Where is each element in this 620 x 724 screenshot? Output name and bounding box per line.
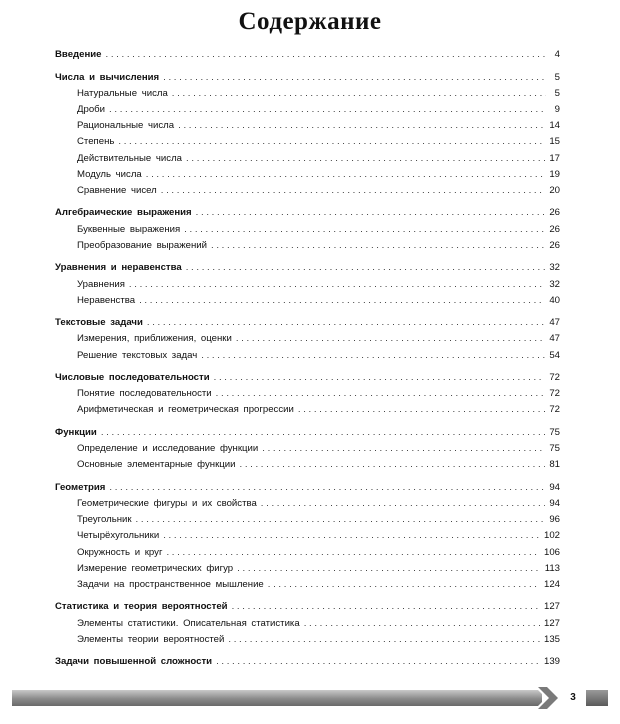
dot-leader (211, 240, 545, 252)
toc-page-number: 94 (549, 481, 560, 493)
toc-page-number: 26 (549, 239, 560, 251)
toc-entry[interactable] (55, 236, 560, 252)
toc-page-number: 32 (549, 262, 560, 274)
toc-label: Задачи на пространственное мышление (77, 578, 264, 590)
toc-entry[interactable] (55, 345, 560, 361)
toc-label: Числа и вычисления (55, 71, 160, 83)
toc-label: Арифметическая и геометрическая прогрессии (77, 404, 294, 416)
toc-entry[interactable] (55, 559, 560, 575)
toc-page-number: 124 (543, 578, 560, 590)
dot-leader (118, 136, 545, 148)
toc-page-number: 72 (549, 388, 560, 400)
toc-label: Решение текстовых задач (77, 349, 198, 361)
toc-section[interactable] (55, 45, 560, 61)
toc-label: Неравенства (77, 294, 136, 306)
toc-entry[interactable] (55, 510, 560, 526)
toc-section[interactable] (55, 368, 560, 384)
toc-entry[interactable] (55, 181, 560, 197)
toc-page-number: 102 (543, 530, 560, 542)
dot-leader (239, 459, 545, 471)
dot-leader (172, 88, 546, 100)
dot-leader (237, 563, 541, 575)
toc-label: Уравнения и неравенства (55, 262, 182, 274)
toc-page-number: 5 (554, 71, 560, 83)
toc-label: Понятие последовательности (77, 388, 212, 400)
toc-label: Буквенные выражения (77, 223, 181, 235)
footer-bar (12, 690, 542, 706)
toc-label: Модуль числа (77, 168, 142, 180)
toc-label: Уравнения (77, 278, 125, 290)
dot-leader (216, 388, 546, 400)
toc-section[interactable] (55, 313, 560, 329)
toc-entry[interactable] (55, 575, 560, 591)
chevron-right-icon (534, 686, 562, 710)
dot-leader (163, 530, 540, 542)
toc-label: Рациональные числа (77, 120, 175, 132)
toc-page-number: 127 (543, 617, 560, 629)
toc-page-number: 4 (554, 49, 560, 61)
toc-entry[interactable] (55, 542, 560, 558)
toc-page-number: 94 (549, 497, 560, 509)
toc-page-number: 19 (549, 168, 560, 180)
dot-leader (101, 427, 546, 439)
toc-label: Основные элементарные функции (77, 459, 236, 471)
toc-label: Измерение геометрических фигур (77, 562, 234, 574)
toc-page-number: 75 (549, 443, 560, 455)
toc-label: Статистика и теория вероятностей (55, 601, 228, 613)
page-number: 3 (560, 690, 586, 706)
toc-page-number: 135 (543, 633, 560, 645)
dot-leader (196, 207, 546, 219)
toc-label: Введение (55, 49, 102, 61)
toc-label: Задачи повышенной сложности (55, 656, 213, 668)
toc-page-number: 9 (554, 104, 560, 116)
toc-section[interactable] (55, 423, 560, 439)
toc-page-number: 40 (549, 294, 560, 306)
dot-leader (304, 618, 540, 630)
toc-entry[interactable] (55, 630, 560, 646)
toc-section[interactable] (55, 258, 560, 274)
dot-leader (161, 185, 546, 197)
toc-section[interactable] (55, 67, 560, 83)
toc-entry[interactable] (55, 100, 560, 116)
toc-page-number: 26 (549, 207, 560, 219)
toc-section[interactable] (55, 597, 560, 613)
toc-label: Геометрия (55, 481, 106, 493)
toc-entry[interactable] (55, 291, 560, 307)
dot-leader (186, 153, 545, 165)
toc-page-number: 26 (549, 223, 560, 235)
toc-page-number: 20 (549, 184, 560, 196)
dot-leader (106, 49, 547, 61)
dot-leader (268, 579, 540, 591)
toc-label: Определение и исследование функции (77, 443, 259, 455)
toc-section[interactable] (55, 203, 560, 219)
dot-leader (201, 350, 545, 362)
dot-leader (163, 72, 546, 84)
page-footer (12, 686, 608, 710)
toc-page-number: 139 (543, 656, 560, 668)
dot-leader (236, 333, 545, 345)
toc-label: Числовые последовательности (55, 372, 210, 384)
toc-page-number: 15 (549, 136, 560, 148)
dot-leader (262, 443, 545, 455)
toc-label: Степень (77, 136, 115, 148)
dot-leader (232, 601, 540, 613)
toc-entry[interactable] (55, 165, 560, 181)
toc-page-number: 47 (549, 317, 560, 329)
toc-page-number: 5 (554, 87, 560, 99)
toc-label: Окружность и круг (77, 546, 163, 558)
dot-leader (178, 120, 545, 132)
toc-label: Четырёхугольники (77, 530, 160, 542)
toc-page-number: 17 (549, 152, 560, 164)
toc-section[interactable] (55, 652, 560, 668)
toc-label: Сравнение чисел (77, 184, 157, 196)
toc-entry[interactable] (55, 384, 560, 400)
dot-leader (139, 295, 545, 307)
toc-page-number: 32 (549, 278, 560, 290)
toc-label: Функции (55, 426, 97, 438)
toc-page-number: 14 (549, 120, 560, 132)
toc-entry[interactable] (55, 400, 560, 416)
dot-leader (228, 634, 540, 646)
toc-page-number: 127 (543, 601, 560, 613)
toc-entry[interactable] (55, 613, 560, 629)
dot-leader (186, 262, 546, 274)
toc-page-number: 81 (549, 459, 560, 471)
dot-leader (298, 404, 545, 416)
toc-page-number: 113 (544, 562, 560, 574)
dot-leader (261, 498, 546, 510)
dot-leader (109, 104, 546, 116)
dot-leader (109, 482, 545, 494)
toc-page-number: 72 (549, 404, 560, 416)
toc-label: Натуральные числа (77, 87, 168, 99)
dot-leader (147, 317, 545, 329)
toc-entry[interactable] (55, 329, 560, 345)
toc-page-number: 96 (549, 514, 560, 526)
toc-label: Текстовые задачи (55, 317, 143, 329)
dot-leader (136, 514, 546, 526)
toc-entry[interactable] (55, 219, 560, 235)
page-title: Содержание (238, 8, 382, 35)
toc-label: Элементы теории вероятностей (77, 633, 225, 645)
dot-leader (214, 372, 546, 384)
toc-entry[interactable] (55, 439, 560, 455)
toc-page-number: 106 (543, 546, 560, 558)
toc-entry[interactable] (55, 84, 560, 100)
dot-leader (184, 224, 545, 236)
toc-entry[interactable] (55, 116, 560, 132)
toc-label: Треугольник (77, 514, 132, 526)
toc-page-number: 75 (549, 426, 560, 438)
toc-entry[interactable] (55, 274, 560, 290)
toc-entry[interactable] (55, 132, 560, 148)
toc-entry[interactable] (55, 455, 560, 471)
toc-label: Алгебраические выражения (55, 207, 192, 219)
toc-label: Действительные числа (77, 152, 183, 164)
dot-leader (129, 279, 545, 291)
toc-page-number: 54 (549, 349, 560, 361)
toc-entry[interactable] (55, 526, 560, 542)
toc-entry[interactable] (55, 148, 560, 164)
footer-end-block (586, 690, 608, 706)
toc-label: Преобразование выражений (77, 239, 208, 251)
dot-leader (146, 169, 546, 181)
dot-leader (166, 547, 540, 559)
toc-section[interactable] (55, 478, 560, 494)
toc-label: Геометрические фигуры и их свойства (77, 497, 257, 509)
toc-label: Дроби (77, 104, 106, 116)
toc-label: Измерения, приближения, оценки (77, 333, 232, 345)
table-of-contents (55, 45, 560, 668)
dot-leader (216, 656, 540, 668)
toc-label: Элементы статистики. Описательная статистика (77, 617, 300, 629)
toc-page-number: 72 (549, 372, 560, 384)
toc-entry[interactable] (55, 494, 560, 510)
toc-page-number: 47 (549, 333, 560, 345)
